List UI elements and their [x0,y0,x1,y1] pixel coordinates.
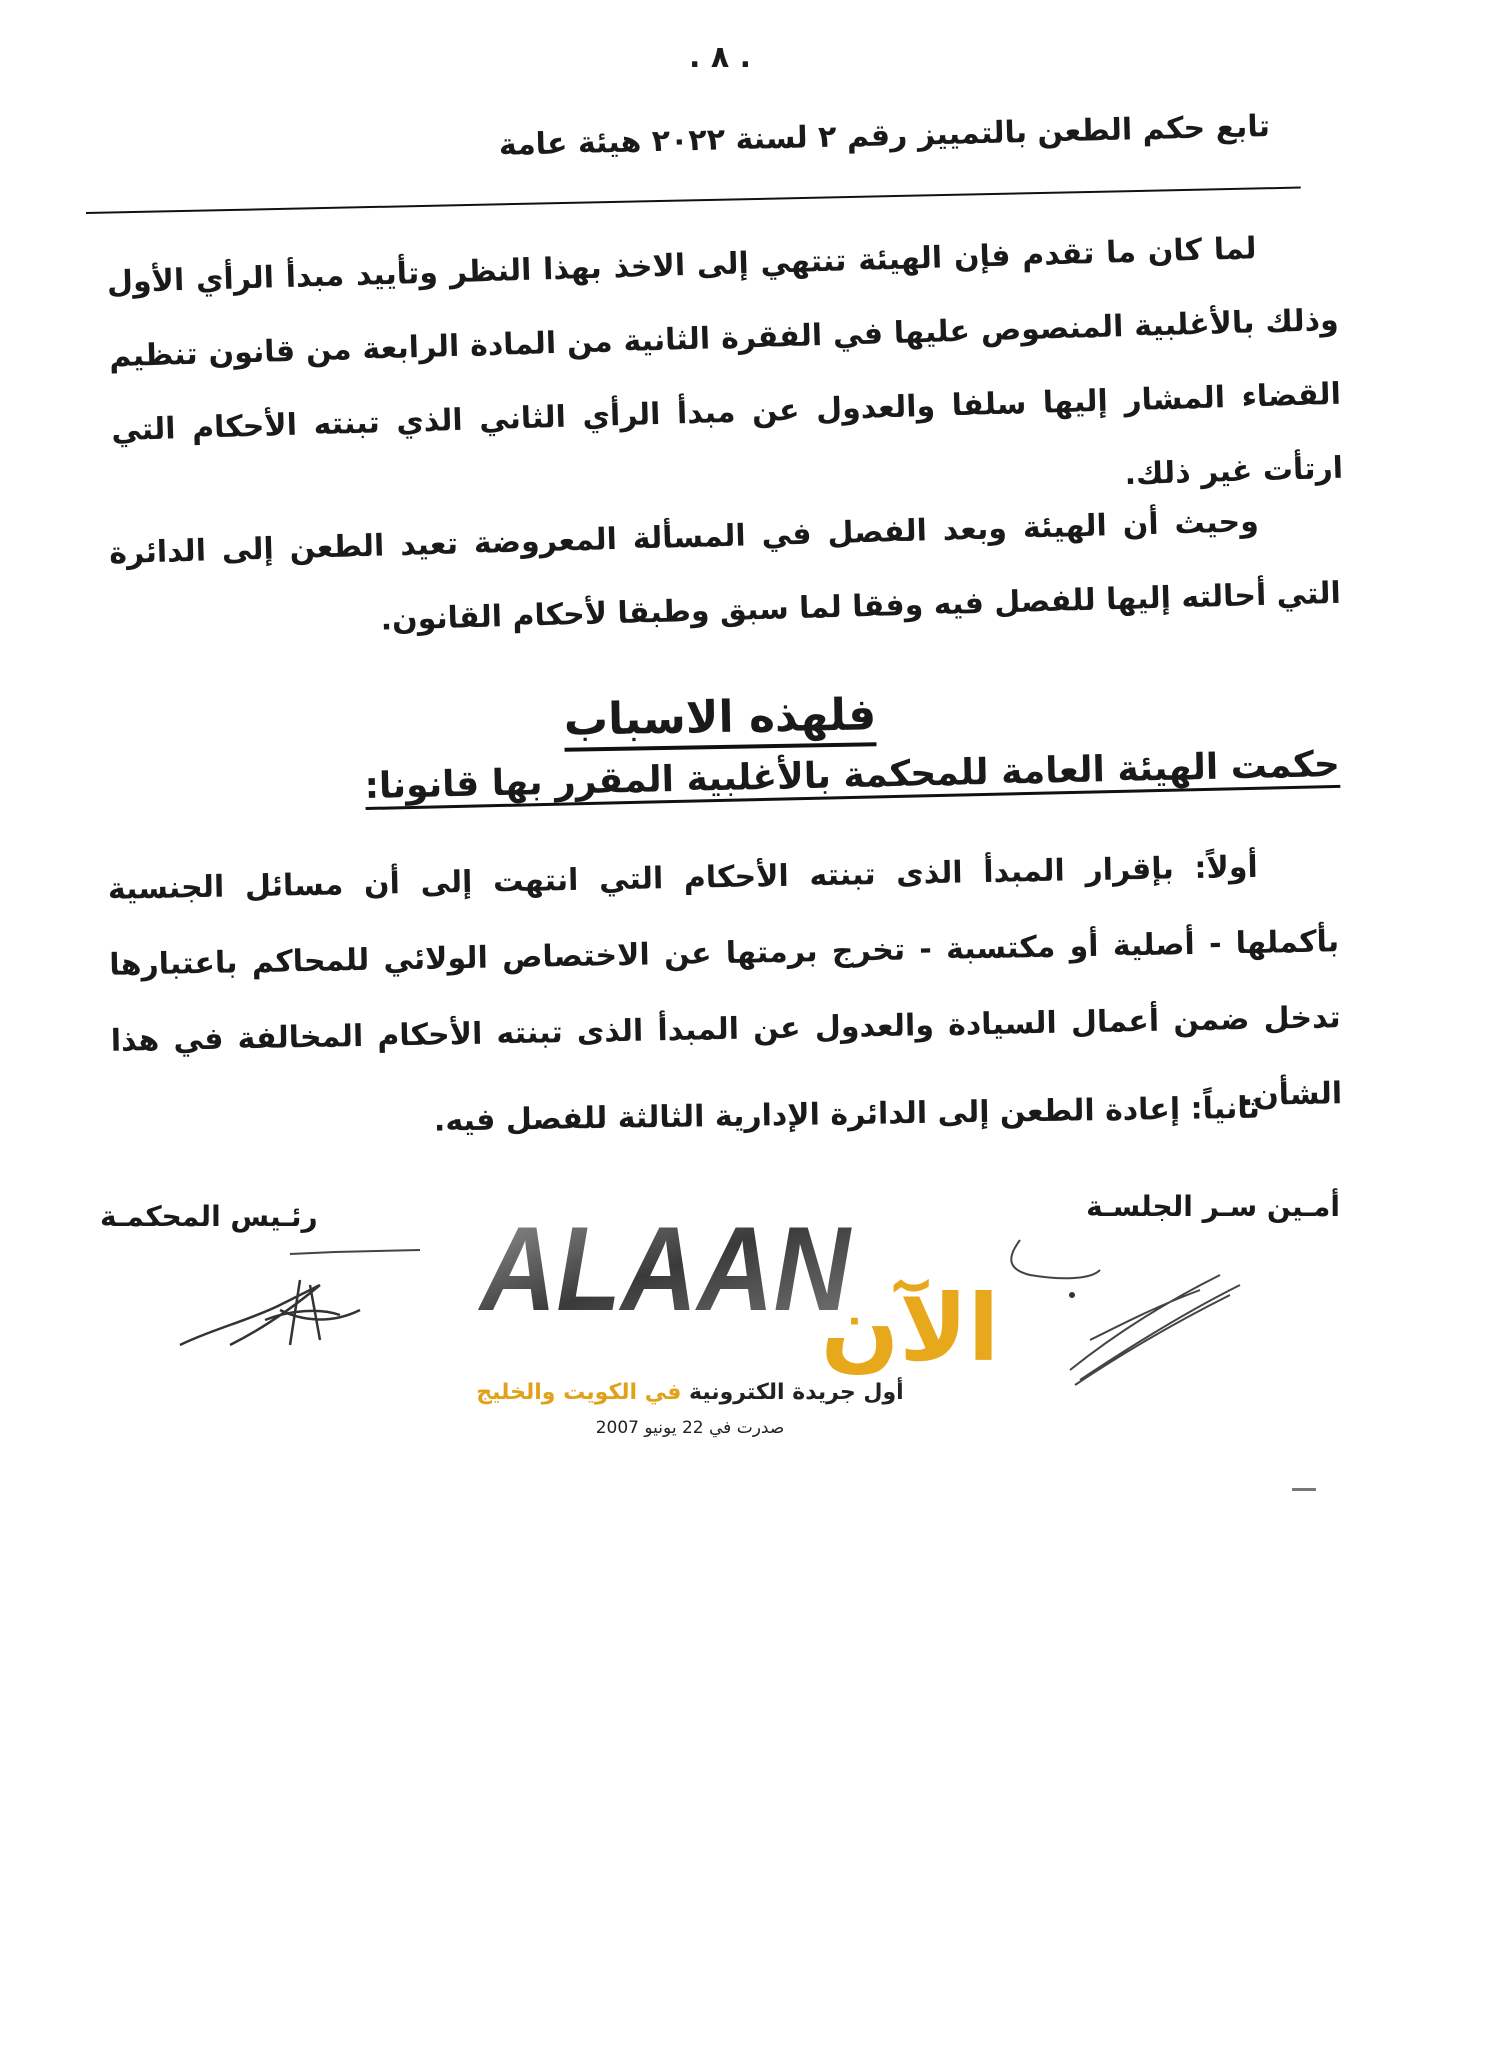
ruling-intro-text: حكمت الهيئة العامة للمحكمة بالأغلبية المقرر بها قانونا: [364,744,1340,810]
ruling-intro [100,744,1341,813]
logo-arabic-text: الآن [820,1275,1000,1382]
secretary-signature-label: أمـين سـر الجلسـة [1086,1190,1340,1223]
ruling-item-second-text: ثانياً: إعادة الطعن إلى الدائرة الإدارية الثالثة للفصل فيه. [433,1090,1261,1139]
section-heading-text: فلهذه الاسباب [563,689,876,751]
logo-tagline [470,1380,910,1405]
paragraph-referral-text: وحيث أن الهيئة وبعد الفصل في المسألة المعروضة تعيد الطعن إلى الدائرة التي أحالته إليها للفصل فيه وفقا لما سبق وطبقا لأحكام القانون. [108,504,1342,638]
secretary-signature-scribble [1000,1240,1300,1410]
scan-speck [1292,1488,1316,1491]
logo-latin-text: ALAAN [477,1202,853,1336]
logo-tagline-prefix: أول جريدة الكترونية [681,1380,904,1405]
president-signature-scribble [170,1250,400,1360]
logo-issued-date: صدرت في 22 يونيو 2007 [595,1418,785,1438]
page-number: . ٨ . [689,40,751,75]
president-signature-label: رئـيس المحكمـة [100,1200,318,1233]
document-header: تابع حكم الطعن بالتمييز رقم ٢ لسنة ٢٠٢٢ هيئة عامة [498,109,1271,163]
paragraph-conclusion-text: لما كان ما تقدم فإن الهيئة تنتهي إلى الاخذ بهذا النظر وتأييد مبدأ الرأي الأول وذلك بالأغلبية المنصوص عليها في الفقرة الثانية من المادة الرابعة من قانون تنظيم القضاء المشار إليها سلفا والعدول عن مبدأ الرأي الثاني الذي تبنته الأحكام التي ارتأت غير ذلك. [106,231,1344,493]
section-heading [0,679,1440,755]
alaan-logo-watermark [470,1195,1000,1382]
logo-tagline-accent: في الكويت والخليج [476,1380,682,1405]
ruling-item-first-text: أولاً: بإقرار المبدأ الذى تبنته الأحكام التي انتهت إلى أن مسائل الجنسية بأكملها - أصلية أو مكتسبة - تخرج برمتها عن الاختصاص الولائي للمحاكم باعتبارها تدخل ضمن أعمال السيادة والعدول عن المبدأ الذى تبنته الأحكام المخالفة في هذا الشأن. [107,849,1343,1114]
header-divider [86,187,1301,214]
